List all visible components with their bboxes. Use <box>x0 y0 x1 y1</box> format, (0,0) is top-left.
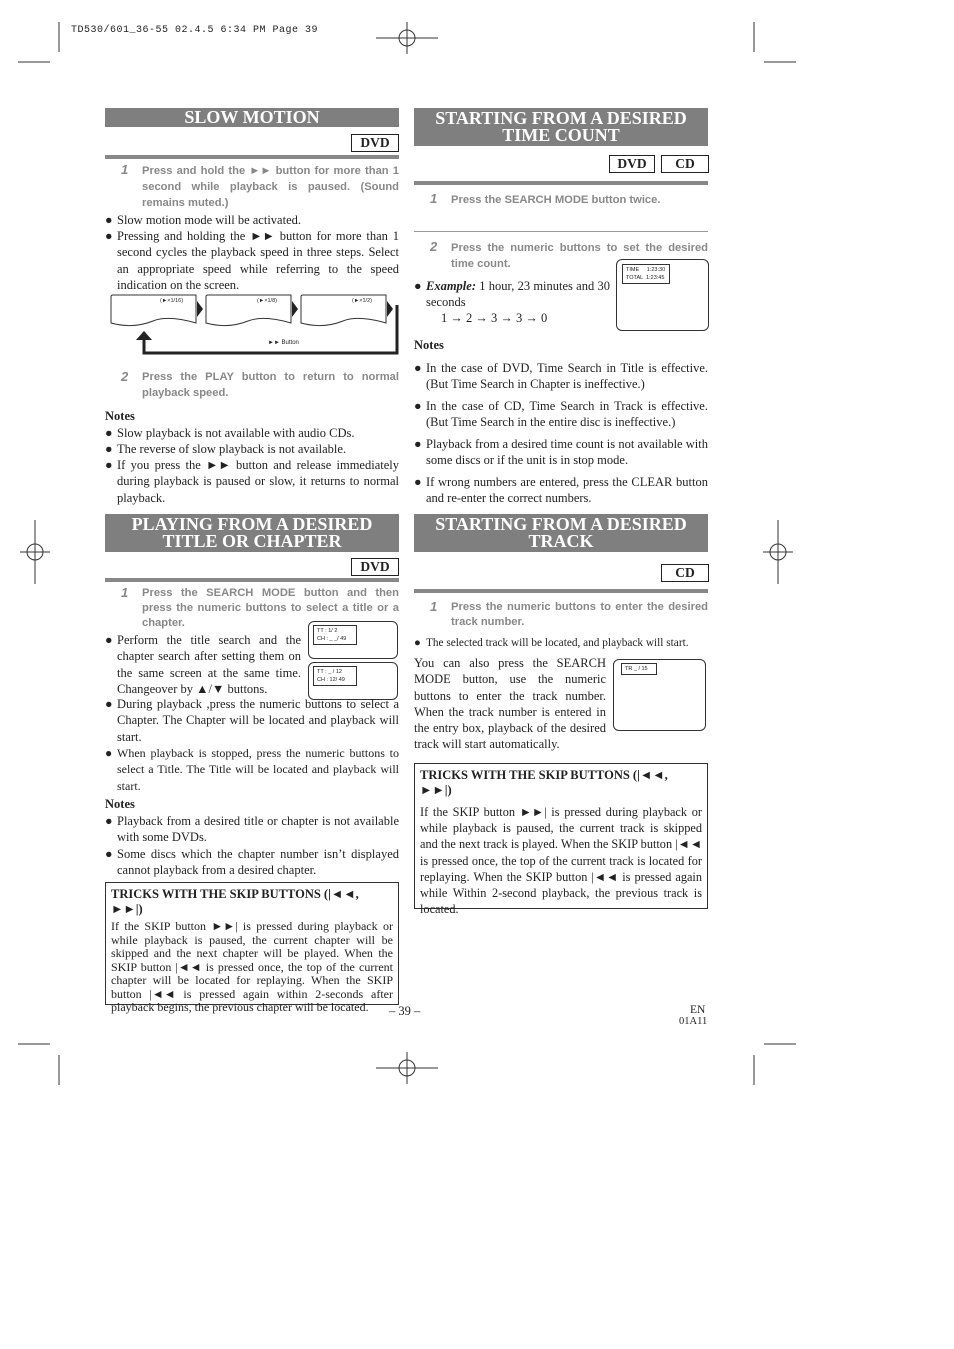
bullet-item <box>105 696 399 745</box>
bullet-icon: ● <box>414 437 422 451</box>
step-number: 1 <box>121 585 129 600</box>
tricks-body: If the SKIP button ►►| is pressed during playback or while playback is paused, the current track is skipped and the next track is played. When the SKIP button |◄◄ is pressed once, the top of the current track is located for replaying. When the SKIP button |◄◄ is pressed again while Within 2-second playback, the previous track is located. <box>420 805 702 917</box>
step-1-text: Press and hold the ►► button for more than 1 second while playback is paused. (Sound remains muted.) <box>142 165 399 209</box>
section-rule <box>414 181 708 185</box>
bullet-icon: ● <box>414 637 421 649</box>
bullet-text: Slow motion mode will be activated. <box>117 213 301 227</box>
print-header: TD530/601_36-55 02.4.5 6:34 PM Page 39 <box>71 25 319 36</box>
document-code: 01A11 <box>679 1016 708 1027</box>
tricks-box <box>414 763 708 917</box>
note-item <box>105 441 399 457</box>
bullet-icon: ● <box>105 229 113 243</box>
bullet-item <box>105 212 399 228</box>
bullet-icon: ● <box>105 458 113 472</box>
note-item <box>414 436 708 469</box>
bullet-icon: ● <box>105 426 113 440</box>
section-rule <box>105 578 399 582</box>
note-text: In the case of DVD, Time Search in Title is effective. (But Time Search in Chapter is ineffective.) <box>426 361 708 392</box>
step-number: 2 <box>430 239 438 254</box>
speed-label: (►×1/8) <box>257 298 277 304</box>
tricks-title: TRICKS WITH THE SKIP BUTTONS (|◄◄, ►►|) <box>420 768 668 797</box>
note-item <box>414 360 708 393</box>
bullet-item <box>105 745 399 794</box>
language-code: EN <box>690 1004 706 1016</box>
bullet-item <box>105 632 301 697</box>
notes-heading: Notes <box>105 797 135 811</box>
step-number: 1 <box>121 162 129 177</box>
track-paragraph: You can also press the SEARCH MODE button, use the numeric buttons to enter the track number. When the track number is entered in the entry box, playback of the desired track will start automatically. <box>414 656 606 752</box>
title-chapter-heading <box>105 514 399 552</box>
track-heading <box>414 514 708 552</box>
step-1-text: Press the SEARCH MODE button and then press the numeric buttons to select a title or a chapter. <box>142 587 399 629</box>
bullet-icon: ● <box>414 279 422 293</box>
heading-line: TITLE OR CHAPTER <box>162 531 342 551</box>
example-item <box>414 278 610 311</box>
step-number: 1 <box>430 599 438 614</box>
step-2-text: Press the numeric buttons to set the desired time count. <box>451 242 708 270</box>
note-item <box>105 813 399 846</box>
step-1-text: Press the SEARCH MODE button twice. <box>451 194 661 206</box>
slow-motion-title: SLOW MOTION <box>184 107 320 127</box>
heading-line: STARTING FROM A DESIRED <box>435 108 687 128</box>
dvd-badge: DVD <box>351 558 399 576</box>
bullet-icon: ● <box>105 213 113 227</box>
dvd-badge: DVD <box>351 134 399 152</box>
heading-line: PLAYING FROM A DESIRED <box>131 514 373 534</box>
page-number: – 39 – <box>389 1004 421 1018</box>
heading-line: TRACK <box>528 531 594 551</box>
bullet-item <box>414 635 714 651</box>
osd-display: TR _ / 15 <box>621 663 657 675</box>
cd-badge: CD <box>661 155 709 173</box>
note-text: If you press the ►► button and release immediately during playback is paused or slow, it returns to normal playback. <box>117 458 399 505</box>
note-item <box>414 474 708 507</box>
bullet-item <box>105 228 399 293</box>
bullet-text: The selected track will be located, and playback will start. <box>426 637 689 649</box>
speed-label: (►×1/2) <box>352 298 372 304</box>
step-2-text: Press the PLAY button to return to normal playback speed. <box>142 371 399 399</box>
bullet-text: During playback ,press the numeric buttons to select a Chapter. The Chapter will be located and playback will start. <box>117 697 399 744</box>
notes-heading: Notes <box>414 338 444 352</box>
osd-display: TT : 1/ 2 CH : _ _/ 49 <box>313 625 357 645</box>
note-item <box>414 398 708 431</box>
note-item <box>105 457 399 506</box>
notes-heading: Notes <box>105 409 135 423</box>
note-text: Playback from a desired time count is not available with some discs or if the unit is in stop mode. <box>426 437 708 468</box>
section-rule <box>105 155 399 159</box>
bullet-icon: ● <box>105 847 113 861</box>
osd-display: TT : _ / 12 CH : 12/ 49 <box>313 666 357 686</box>
note-item <box>105 846 399 879</box>
bullet-icon: ● <box>414 361 422 375</box>
tricks-box <box>105 882 399 1014</box>
note-text: Playback from a desired title or chapter is not available with some DVDs. <box>117 814 399 845</box>
bullet-text: Pressing and holding the ►► button for more than 1 second cycles the playback speed in three steps. Select an appropriate speed while referring to the speed indication on the screen. <box>117 229 399 292</box>
tricks-body: If the SKIP button ►►| is pressed during playback or while playback is paused, the current chapter will be skipped and the next chapter will be played. When the SKIP button |◄◄ is pressed once, the top of the current chapter will be located for replaying. When the SKIP button |◄◄ is pressed again within 2-seconds after playback begins, the previous chapter will be located. <box>111 919 393 1014</box>
note-text: Some discs which the chapter number isn’t displayed cannot playback from a desired chapter. <box>117 847 399 878</box>
example-label: Example: <box>426 279 476 293</box>
step-number: 1 <box>430 191 438 206</box>
section-rule <box>414 589 708 593</box>
bullet-icon: ● <box>105 442 113 456</box>
note-text: If wrong numbers are entered, press the CLEAR button and re-enter the correct numbers. <box>426 475 708 506</box>
slow-motion-heading <box>105 108 399 127</box>
heading-line: TIME COUNT <box>502 125 620 145</box>
cd-badge: CD <box>661 564 709 582</box>
dvd-badge: DVD <box>609 155 655 173</box>
time-count-heading <box>414 108 708 146</box>
example-sequence: 1 → 2 → 3 → 3 → 0 <box>441 311 548 325</box>
bullet-icon: ● <box>105 697 113 711</box>
bullet-text: When playback is stopped, press the numeric buttons to select a Title. The Title will be located and playback will start. <box>117 746 399 793</box>
note-text: In the case of CD, Time Search in Track is effective. (But Time Search in the entire disc is ineffective.) <box>426 399 708 430</box>
speed-label: (►×1/16) <box>160 298 184 304</box>
example-text: 1 hour, 23 minutes and 30 seconds <box>426 279 610 310</box>
bullet-icon: ● <box>105 746 113 760</box>
bullet-text: Perform the title search and the chapter search after setting them on the same screen at the same time. Changeover by ▲/▼ buttons. <box>117 633 301 696</box>
bullet-icon: ● <box>414 399 422 413</box>
step-1-text: Press the numeric buttons to enter the desired track number. <box>451 601 708 628</box>
bullet-icon: ● <box>105 814 113 828</box>
note-text: Slow playback is not available with audio CDs. <box>117 426 355 440</box>
osd-display: TIME 1:23:30 TOTAL 1:23:45 <box>622 264 670 284</box>
divider <box>414 231 708 232</box>
bullet-icon: ● <box>105 633 113 647</box>
heading-line: STARTING FROM A DESIRED <box>435 514 687 534</box>
note-item <box>105 425 399 441</box>
tricks-title: TRICKS WITH THE SKIP BUTTONS (|◄◄, ►►|) <box>111 887 359 916</box>
bullet-icon: ● <box>414 475 422 489</box>
note-text: The reverse of slow playback is not available. <box>117 442 347 456</box>
step-number: 2 <box>121 369 129 384</box>
button-label: ►► Button <box>268 340 299 346</box>
